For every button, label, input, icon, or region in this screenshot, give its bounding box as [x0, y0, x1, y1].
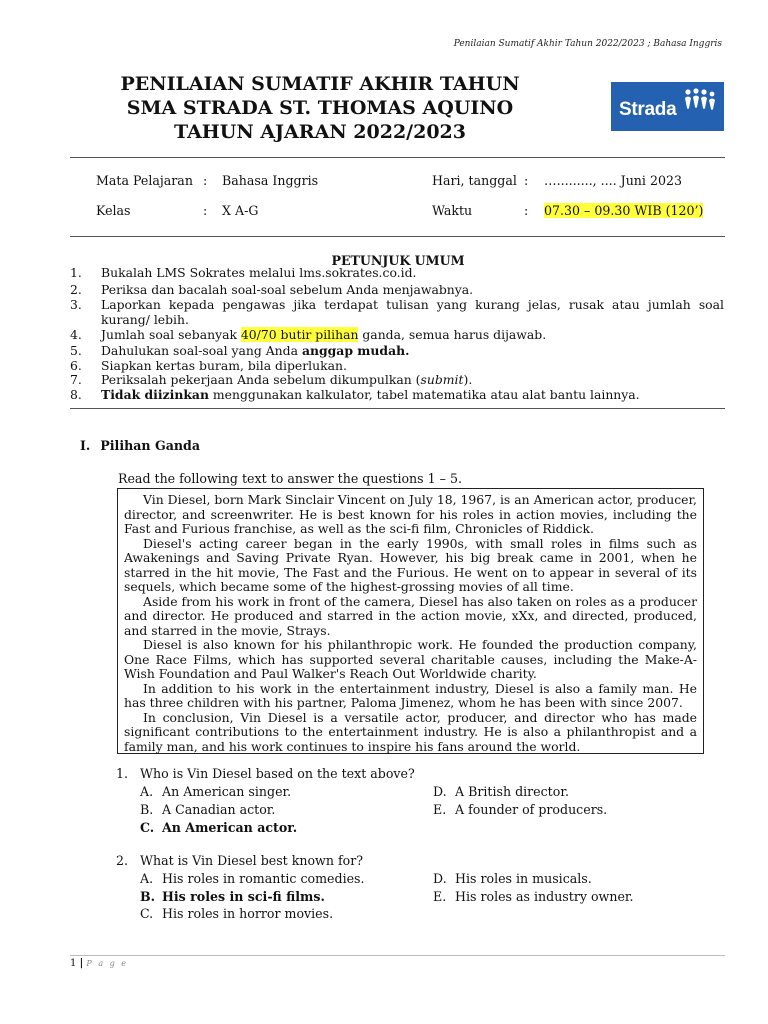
option-b: B. A Canadian actor.	[140, 802, 276, 817]
option-c: C. His roles in horror movies.	[140, 906, 334, 921]
instruction-item	[70, 298, 724, 328]
colon: :	[524, 173, 529, 188]
part-heading: I. Pilihan Ganda	[80, 438, 200, 453]
footer-separator: |	[79, 958, 84, 969]
title-line-2: SMA STRADA ST. THOMAS AQUINO	[126, 97, 514, 119]
instruction-number: 8.	[70, 387, 82, 402]
instruction-item	[70, 328, 724, 343]
instruction-number: 5.	[70, 343, 82, 358]
reading-instruction: Read the following text to answer the questions 1 – 5.	[118, 471, 462, 486]
instruction-text: Jumlah soal sebanyak 40/70 butir pilihan ganda, semua harus dijawab.	[101, 327, 547, 342]
reading-text-box	[117, 488, 704, 754]
reading-paragraph: Diesel's acting career began in the early 1990s, with small roles in films such as Awakenings and Saving Private Ryan. However, his big break came in 2001, when he starred in the hit movie, The Fast and the Furious. He went on to appear in several of its sequels, which became some of the highest-grossing movies of all time.	[124, 535, 697, 594]
instruction-text: Dahulukan soal-soal yang Anda anggap mudah.	[101, 343, 410, 358]
time-value: 07.30 – 09.30 WIB (120’)	[544, 203, 704, 218]
option-d: D. His roles in musicals.	[433, 871, 592, 886]
instruction-text: Periksa dan bacalah soal-soal sebelum Anda menjawabnya.	[101, 282, 474, 297]
option-d: D. A British director.	[433, 784, 569, 799]
title-line-1: PENILAIAN SUMATIF AKHIR TAHUN	[120, 73, 520, 95]
colon: :	[203, 203, 208, 218]
reading-paragraph: Vin Diesel, born Mark Sinclair Vincent on July 18, 1967, is an American actor, producer, director, and screenwriter. He is best known for his roles in action movies, including the Fast and Furious franchise, as well as the sci-fi film, Chronicles of Riddick.	[124, 492, 697, 536]
reading-paragraph: Aside from his work in front of the camera, Diesel has also taken on roles as a producer and director. He produced and starred in the action movie, xXx, and directed, produced, and starred in the movie, Strays.	[124, 593, 697, 638]
instruction-item	[70, 388, 724, 403]
class-value: X A-G	[222, 203, 259, 218]
class-label: Kelas	[96, 203, 131, 218]
page-title	[90, 72, 550, 144]
option-a: A. An American singer.	[140, 784, 292, 799]
subject-value: Bahasa Inggris	[222, 173, 319, 188]
instruction-item	[70, 266, 724, 281]
instruction-text: Tidak diizinkan menggunakan kalkulator, tabel matematika atau alat bantu lainnya.	[101, 387, 640, 402]
colon: :	[203, 173, 208, 188]
option-b-answer: B. His roles in sci-fi films.	[140, 889, 325, 904]
instructions-divider	[70, 408, 725, 409]
question-2: 2. What is Vin Diesel best known for?	[116, 853, 363, 868]
question-1: 1. Who is Vin Diesel based on the text above?	[116, 766, 415, 781]
instruction-item	[70, 344, 724, 359]
reading-paragraph: Diesel is also known for his philanthropic work. He founded the production company, One Race Films, which has supported several charitable causes, including the Make-A-Wish Foundation and Paul Walker's Reach Out Worldwide charity.	[124, 637, 697, 681]
running-header: Penilaian Sumatif Akhir Tahun 2022/2023 ; Bahasa Inggris	[453, 39, 722, 49]
colon: :	[524, 203, 529, 218]
page-word: P a g e	[86, 959, 129, 968]
instruction-number: 2.	[70, 282, 82, 297]
subject-label: Mata Pelajaran	[96, 173, 193, 188]
logo-text: Strada	[619, 99, 677, 120]
strada-logo	[611, 82, 724, 131]
day-value: …........., .... Juni 2023	[544, 173, 682, 188]
header-divider-bottom	[70, 236, 725, 237]
option-e: E. A founder of producers.	[433, 802, 608, 817]
instruction-number: 3.	[70, 297, 82, 312]
page-footer	[70, 958, 128, 969]
instructions-title: PETUNJUK UMUM	[331, 253, 465, 268]
people-figures-icon	[683, 88, 717, 112]
page-number: 1	[70, 958, 77, 969]
header-divider-top	[70, 157, 725, 158]
reading-paragraph: In conclusion, Vin Diesel is a versatile actor, producer, and director who has made significant contributions to the entertainment industry. He is also a philanthropist and a family man, and his work continues to inspire his fans around the world.	[124, 709, 697, 754]
instruction-number: 4.	[70, 327, 82, 342]
time-label: Waktu	[432, 203, 473, 218]
reading-paragraph: In addition to his work in the entertainment industry, Diesel is also a family man. He has three children with his partner, Paloma Jimenez, whom he has been with since 2007.	[124, 680, 697, 710]
instruction-text: Bukalah LMS Sokrates melalui lms.sokrates.co.id.	[101, 265, 417, 280]
day-label: Hari, tanggal	[432, 173, 517, 188]
footer-divider	[70, 955, 725, 956]
option-c-answer: C. An American actor.	[140, 820, 298, 835]
option-e: E. His roles as industry owner.	[433, 889, 634, 904]
instruction-number: 7.	[70, 372, 82, 387]
instruction-text: Siapkan kertas buram, bila diperlukan.	[101, 358, 347, 373]
instruction-number: 1.	[70, 265, 82, 280]
highlighted-count: 40/70 butir pilihan	[240, 327, 359, 342]
title-line-3: TAHUN AJARAN 2022/2023	[173, 121, 467, 143]
instruction-text: Periksalah pekerjaan Anda sebelum dikumpulkan (submit).	[101, 372, 473, 387]
instruction-text: Laporkan kepada pengawas jika terdapat tulisan yang kurang jelas, rusak atau jumlah soal kurang/ lebih.	[101, 297, 724, 327]
option-a: A. His roles in romantic comedies.	[140, 871, 365, 886]
instruction-item	[70, 373, 724, 388]
instruction-item	[70, 283, 724, 298]
instruction-number: 6.	[70, 358, 82, 373]
